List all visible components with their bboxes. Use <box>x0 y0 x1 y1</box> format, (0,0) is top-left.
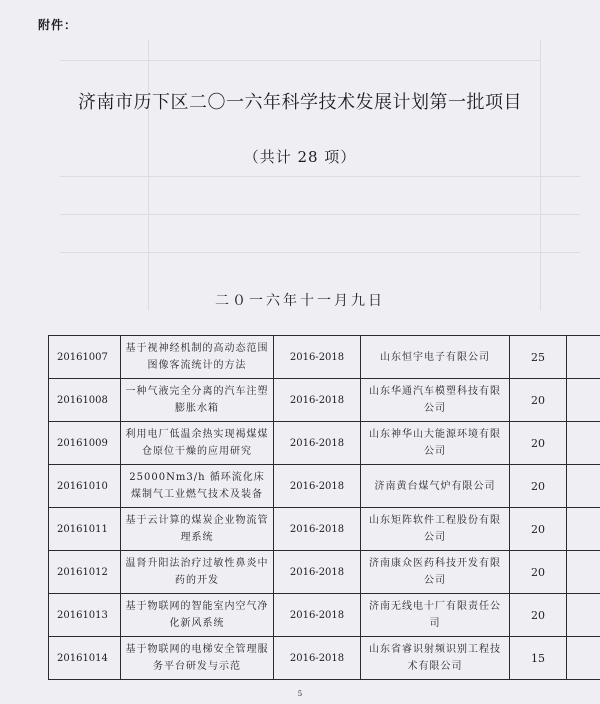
project-id: 20161009 <box>49 422 121 465</box>
project-period: 2016-2018 <box>274 637 361 680</box>
project-period: 2016-2018 <box>274 594 361 637</box>
project-company: 济南康众医药科技开发有限公司 <box>361 551 510 594</box>
project-period: 2016-2018 <box>274 379 361 422</box>
project-note <box>567 422 600 465</box>
project-id: 20161014 <box>49 637 121 680</box>
project-id: 20161010 <box>49 465 121 508</box>
project-period: 2016-2018 <box>274 465 361 508</box>
page-number: 5 <box>297 690 303 698</box>
project-period: 2016-2018 <box>274 551 361 594</box>
project-amount: 20 <box>510 551 567 594</box>
document-subtitle: （共计 28 项） <box>243 148 357 166</box>
project-company: 济南黄台煤气炉有限公司 <box>361 465 510 508</box>
project-amount: 20 <box>510 508 567 551</box>
project-name: 基于视神经机制的高动态范围图像客流统计的方法 <box>121 336 274 379</box>
project-id: 20161008 <box>49 379 121 422</box>
project-company: 山东神华山大能源环境有限公司 <box>361 422 510 465</box>
table-row <box>49 508 600 551</box>
document-date: 二０一六年十一月九日 <box>215 293 385 309</box>
project-note <box>567 551 600 594</box>
table-row <box>49 551 600 594</box>
table-row <box>49 422 600 465</box>
project-company: 山东矩阵软件工程股份有限公司 <box>361 508 510 551</box>
projects-table <box>48 335 600 680</box>
project-name: 一种气液完全分离的汽车注塑膨胀水箱 <box>121 379 274 422</box>
project-name: 基于物联网的电梯安全管理服务平台研发与示范 <box>121 637 274 680</box>
project-period: 2016-2018 <box>274 422 361 465</box>
show-through-line <box>60 214 580 215</box>
project-note <box>567 508 600 551</box>
project-name: 利用电厂低温余热实现褐煤煤仓原位干燥的应用研究 <box>121 422 274 465</box>
show-through-line <box>148 40 149 310</box>
project-note <box>567 465 600 508</box>
project-note <box>567 336 600 379</box>
project-amount: 20 <box>510 379 567 422</box>
show-through-line <box>60 252 580 253</box>
project-amount: 20 <box>510 422 567 465</box>
project-amount: 20 <box>510 465 567 508</box>
table-row <box>49 379 600 422</box>
project-note <box>567 637 600 680</box>
project-amount: 25 <box>510 336 567 379</box>
project-period: 2016-2018 <box>274 508 361 551</box>
document-title: 济南市历下区二〇一六年科学技术发展计划第一批项目 <box>78 92 522 113</box>
show-through-line <box>60 176 580 177</box>
project-company: 山东华通汽车模塑科技有限公司 <box>361 379 510 422</box>
project-name: 25000Nm3/h 循环流化床煤制气工业燃气技术及装备 <box>121 465 274 508</box>
project-note <box>567 379 600 422</box>
project-name: 基于云计算的煤炭企业物流管理系统 <box>121 508 274 551</box>
table-row <box>49 637 600 680</box>
project-name: 温肾升阳法治疗过敏性鼻炎中药的开发 <box>121 551 274 594</box>
table-row <box>49 336 600 379</box>
project-company: 山东省睿识射频识别工程技术有限公司 <box>361 637 510 680</box>
project-amount: 20 <box>510 594 567 637</box>
project-company: 济南无线电十厂有限责任公司 <box>361 594 510 637</box>
show-through-line <box>540 40 541 310</box>
project-id: 20161012 <box>49 551 121 594</box>
table-row <box>49 594 600 637</box>
project-id: 20161007 <box>49 336 121 379</box>
project-amount: 15 <box>510 637 567 680</box>
project-company: 山东恒宇电子有限公司 <box>361 336 510 379</box>
project-period: 2016-2018 <box>274 336 361 379</box>
show-through-line <box>60 60 540 61</box>
project-id: 20161013 <box>49 594 121 637</box>
project-id: 20161011 <box>49 508 121 551</box>
table-row <box>49 465 600 508</box>
project-note <box>567 594 600 637</box>
project-name: 基于物联网的智能室内空气净化新风系统 <box>121 594 274 637</box>
attachment-label: 附件： <box>38 18 78 32</box>
